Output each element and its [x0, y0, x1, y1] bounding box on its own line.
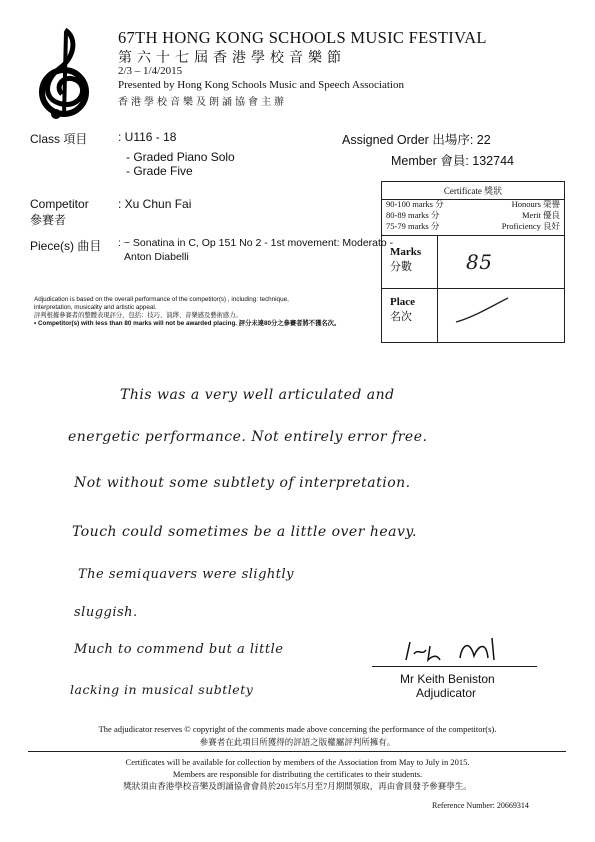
adjudicator-signature [400, 636, 530, 666]
competitor-name: : Xu Chun Fai [118, 197, 192, 211]
adjudication-note-line-1: Adjudication is based on the overall performance of the competitor(s) , including: technique, [34, 296, 289, 303]
festival-dates: 2/3 – 1/4/2015 [118, 65, 183, 77]
class-desc-1: - Graded Piano Solo [126, 150, 235, 164]
certificate-note-zh: 獎狀須由香港學校音樂及朗誦協會會員於2015年5月至7月期間領取，再由會員發予參賽學生。 [123, 781, 472, 791]
certificate-distribution-note: Members are responsible for distributing the certificates to their students. [172, 769, 423, 779]
adjudication-note-line-4: • Competitor(s) with less than 80 marks will not be awarded placing. 評分未達80分之參賽者將不獲名次。 [34, 320, 341, 327]
comment-line-1: This was a very well articulated and [120, 387, 395, 403]
class-code: : U116 - 18 [118, 130, 177, 144]
member-number: Member 會員: 132744 [391, 154, 514, 168]
marks-range: 80-89 marks 分 [386, 210, 440, 220]
place-label [390, 296, 415, 324]
certificate-divider [382, 235, 564, 236]
marks-label-en: Marks [390, 246, 422, 258]
place-strike-mark [452, 296, 512, 326]
footer-divider [28, 751, 566, 752]
comment-line-5: The semiquavers were slightly [78, 567, 294, 582]
signature-line [372, 666, 537, 667]
adjudication-note [34, 296, 374, 328]
marks-range: 75-79 marks 分 [386, 221, 440, 231]
award-name: Honours 榮譽 [511, 199, 560, 209]
certificate-row [386, 199, 560, 232]
award-name: Proficiency 良好 [501, 221, 560, 231]
place-label-zh: 名次 [390, 311, 412, 323]
reference-number: Reference Number: 20669314 [432, 801, 529, 810]
piece-line-2: Anton Diabelli [124, 251, 189, 263]
comment-line-3: Not without some subtlety of interpretation. [74, 475, 411, 491]
comment-line-2: energetic performance. Not entirely error free. [68, 429, 428, 445]
adjudication-note-line-3: 評判根據參賽者的整體表現評分，包括：技巧、演繹、音樂感及藝術感力。 [34, 312, 242, 319]
certificate-row-merit [386, 210, 560, 221]
place-label-en: Place [390, 296, 416, 308]
pieces-label: Piece(s) 曲目 [30, 239, 102, 253]
certificate-heading: Certificate 獎狀 [382, 184, 564, 200]
festival-logo [30, 28, 100, 120]
comment-line-7: Much to commend but a little [74, 642, 284, 657]
comment-line-8: lacking in musical subtlety [70, 682, 254, 697]
comment-line-6: sluggish. [74, 605, 138, 620]
competitor-label-zh: 參賽者 [30, 213, 67, 227]
adjudication-note-line-2: interpretation, musicality and artistic appeal. [34, 304, 157, 311]
assigned-order: Assigned Order 出場序: 22 [342, 133, 491, 147]
award-name: Merit 優良 [521, 210, 560, 220]
presented-by: Presented by Hong Kong Schools Music and Speech Association [118, 79, 404, 91]
copyright-note: The adjudicator reserves © copyright of the comments made above concerning the performance of the competitor(s). [98, 724, 497, 734]
certificate-row-honours [386, 199, 560, 210]
marks-place-divider [382, 288, 564, 289]
certificate-box [381, 181, 565, 343]
class-label: Class 項目 [30, 132, 88, 146]
festival-title: 67TH HONG KONG SCHOOLS MUSIC FESTIVAL [118, 28, 487, 47]
presented-by-zh: 香港學校音樂及朗誦協會主辦 [118, 97, 287, 108]
competitor-label: Competitor [30, 197, 89, 211]
adjudicator-title: Adjudicator [416, 686, 477, 700]
certificate-row-proficiency [386, 221, 560, 232]
marks-label-zh: 分數 [390, 261, 412, 273]
comment-line-4: Touch could sometimes be a little over heavy. [72, 524, 417, 540]
festival-title-zh: 第六十七屆香港學校音樂節 [118, 51, 346, 66]
marks-range: 90-100 marks 分 [386, 199, 444, 209]
class-desc-2: - Grade Five [126, 164, 193, 178]
marks-value: 85 [466, 250, 493, 274]
certificate-collection-note: Certificates will be available for collection by members of the Association from May to July in 2015. [125, 757, 470, 767]
copyright-note-zh: 參賽者在此項目所獲得的評語之版權屬評判所擁有。 [199, 737, 396, 747]
piece-line-1: : ~ Sonatina in C, Op 151 No 2 - 1st movement: Moderato - [118, 237, 394, 249]
marks-label [390, 246, 421, 274]
adjudicator-name: Mr Keith Beniston [400, 672, 495, 686]
treble-clef-logo-icon [30, 28, 100, 120]
